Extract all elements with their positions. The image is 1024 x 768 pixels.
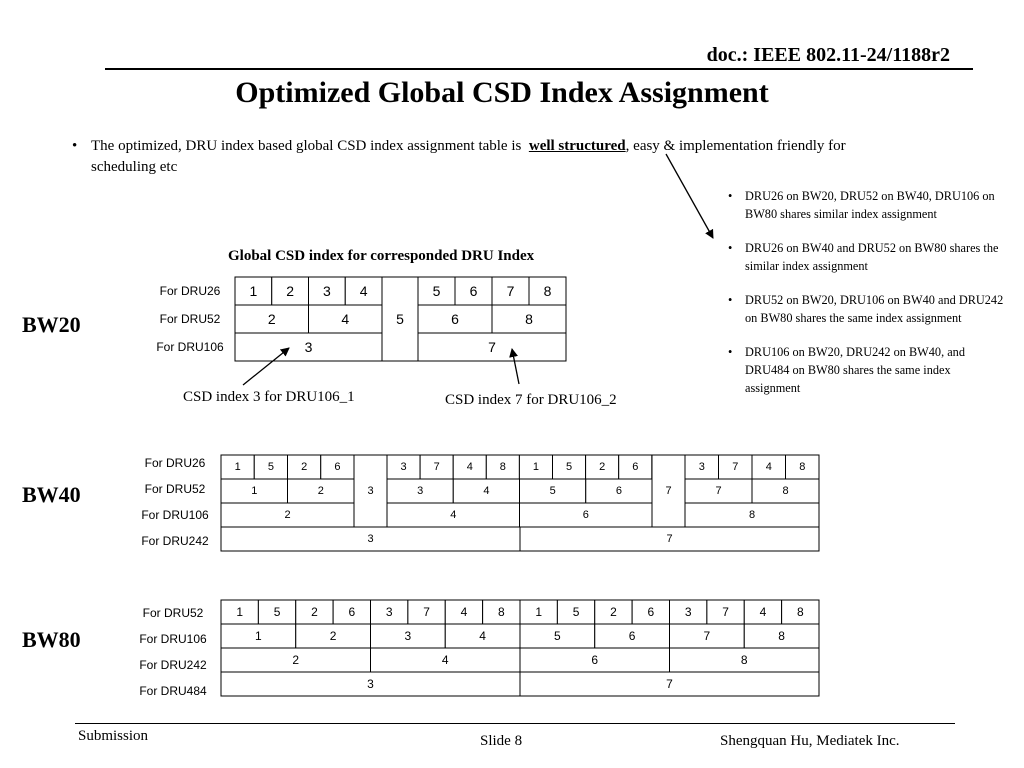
bw40-label: BW40 [22,482,81,507]
bw40-dru106-cell-value: 8 [748,509,756,521]
bw80-dru484-cell-value: 3 [367,677,374,691]
bw80-dru106-cell-value: 4 [479,629,486,643]
note-text: DRU26 on BW20, DRU52 on BW40, DRU106 on BW80 shares similar index assignment [745,189,995,221]
bw20-dru26-cell-value: 2 [286,283,295,299]
bw40-dru26-cell-value: 4 [765,461,772,473]
bw80-dru52-cell-value: 3 [385,605,393,619]
bullet-text-tail: , easy & implementation friendly for scheduling etc [91,138,846,175]
annotation-dru106-2: CSD index 7 for DRU106_2 [445,392,617,408]
bw40-dru26-cell-value: 5 [267,461,274,473]
bw80-dru52-cell-value: 6 [647,605,655,619]
bw20-dru52-cell-value: 4 [341,311,350,327]
note-text: DRU106 on BW20, DRU242 on BW40, and DRU484 on BW80 shares the same index assignment [745,345,965,395]
bw80-dru242-cell-value: 4 [441,653,449,667]
bw40-dru26-cell-value: 8 [499,461,506,473]
bw80-row-label: For DRU52 [142,606,204,620]
bw20-dru26-cell-value: 3 [322,283,331,299]
bw80-dru106-cell-value: 2 [329,629,337,643]
bw20-dru106-cell-value: 3 [304,339,313,355]
bw80-dru52-cell-value: 1 [236,605,244,619]
bw40-dru52-cell-value: 1 [251,485,258,497]
bw80-dru106-cell-value: 7 [703,629,711,643]
bw80-row-label: For DRU242 [139,658,207,672]
bw80-dru52-cell-value: 2 [311,605,318,619]
bw20-dru52-cell-value: 6 [451,311,459,327]
bw80-dru106-cell-value: 3 [404,629,412,643]
bw40-center-cell-value: 7 [665,485,672,497]
footer-author: Shengquan Hu, Mediatek Inc. [720,733,900,749]
table-caption: Global CSD index for corresponded DRU Index [228,248,535,264]
annotation-dru106-1: CSD index 3 for DRU106_1 [183,389,355,405]
bw80-dru52-cell-value: 8 [497,605,505,619]
bw20-dru26-cell-value: 5 [432,283,441,299]
bw40-dru106-cell-value: 2 [284,509,291,521]
bw80-dru52-cell-value: 6 [348,605,356,619]
bw80-dru52-cell-value: 1 [535,605,543,619]
bw80-dru106-cell-value: 6 [628,629,636,643]
slide-title: Optimized Global CSD Index Assignment [235,76,769,109]
bw80-dru242-cell-value: 2 [292,653,300,667]
bw40-dru26-cell-value: 4 [466,461,473,473]
footer-submission: Submission [78,728,149,744]
bw40-dru106-cell-value: 6 [582,509,589,521]
bw40-dru52-cell-value: 8 [782,485,789,497]
bw80-dru52-cell-value: 2 [610,605,617,619]
bw80-dru52-cell-value: 8 [796,605,804,619]
bw40-dru26-cell-value: 5 [565,461,573,473]
bw40-row-label: For DRU106 [141,508,209,522]
bw20-center-cell-value: 5 [396,311,404,327]
bw20-dru26-cell-value: 4 [359,283,368,299]
bw40-dru26-cell-value: 2 [599,461,606,473]
bw40-dru26-cell-value: 6 [334,461,341,473]
tables-layer [139,277,819,698]
bw20-dru26-cell-value: 6 [469,283,478,299]
bw40-dru52-cell-value: 7 [715,485,722,497]
bullet-dot: • [728,293,733,307]
bw40-dru26-cell-value: 1 [532,461,540,473]
bw80-dru484-cell-value: 7 [666,677,673,691]
bw20-label: BW20 [22,312,81,337]
bw20-dru52-cell-value: 8 [525,311,533,327]
bw80-dru52-cell-value: 4 [759,605,767,619]
bw80-dru52-cell-value: 3 [684,605,692,619]
bw20-row-label: For DRU106 [156,340,224,354]
bw80-dru106-cell-value: 5 [554,629,561,643]
footer-divider [75,723,955,724]
bw40-dru242-cell-value: 7 [666,533,673,545]
bullet-text: The optimized, DRU index based global CSD index assignment table is [91,138,522,154]
bw20-row-label: For DRU26 [159,284,221,298]
bw20-dru26-cell-value: 1 [249,283,258,299]
bw20-dru106-cell-value: 7 [488,339,496,355]
bw40-center-cell-value: 3 [367,485,374,497]
bw80-dru106-cell-value: 1 [255,629,262,643]
bw80-label: BW80 [22,627,81,652]
bw40-dru52-cell-value: 3 [417,485,424,497]
bw40-dru52-cell-value: 4 [483,485,490,497]
bw20-dru52-cell-value: 2 [267,311,276,327]
bw80-dru242-cell-value: 8 [740,653,748,667]
bw80-dru52-cell-value: 5 [572,605,580,619]
footer-slide-number: Slide 8 [480,733,523,749]
document-id: doc.: IEEE 802.11-24/1188r2 [706,44,950,66]
bw80-dru52-cell-value: 4 [460,605,468,619]
bw40-dru26-cell-value: 7 [433,461,440,473]
bullet-dot: • [72,138,78,154]
bw80-dru242-cell-value: 6 [591,653,599,667]
bw40-dru26-cell-value: 7 [732,461,739,473]
bw20-dru26-cell-value: 7 [506,283,515,299]
bw40-dru26-cell-value: 1 [234,461,241,473]
bw40-dru52-cell-value: 2 [317,485,324,497]
bullet-dot: • [728,189,733,203]
bw40-dru26-cell-value: 6 [632,461,639,473]
bw40-dru26-cell-value: 8 [799,461,806,473]
bw80-dru52-cell-value: 5 [273,605,281,619]
bw20-row-label: For DRU52 [159,312,221,326]
bw80-dru106-cell-value: 8 [778,629,785,643]
bw40-row-label: For DRU242 [141,534,209,548]
note-text: DRU52 on BW20, DRU106 on BW40 and DRU242 on BW80 shares the same index assignment [745,293,1004,325]
bw40-dru52-cell-value: 6 [615,485,622,497]
bw80-row-label: For DRU484 [139,684,207,698]
bw80-row-label: For DRU106 [139,632,207,646]
bw80-dru52-cell-value: 7 [423,605,430,619]
bw40-dru52-cell-value: 5 [549,485,556,497]
bw40-row-label: For DRU52 [144,482,206,496]
bullet-dot: • [728,241,733,255]
bullet-emphasis: well structured [528,138,626,154]
bw40-row-label: For DRU26 [144,456,206,470]
bullet-dot: • [728,345,733,359]
bw20-dru26-cell-value: 8 [543,283,552,299]
note-text: DRU26 on BW40 and DRU52 on BW80 shares the similar index assignment [745,241,999,273]
bw80-dru52-cell-value: 7 [722,605,729,619]
bw40-dru26-cell-value: 3 [400,461,407,473]
bw40-dru26-cell-value: 3 [698,461,705,473]
bw40-dru106-cell-value: 4 [450,509,457,521]
bw40-dru26-cell-value: 2 [301,461,308,473]
bw40-dru242-cell-value: 3 [367,533,374,545]
emphasis-arrow [666,154,713,238]
